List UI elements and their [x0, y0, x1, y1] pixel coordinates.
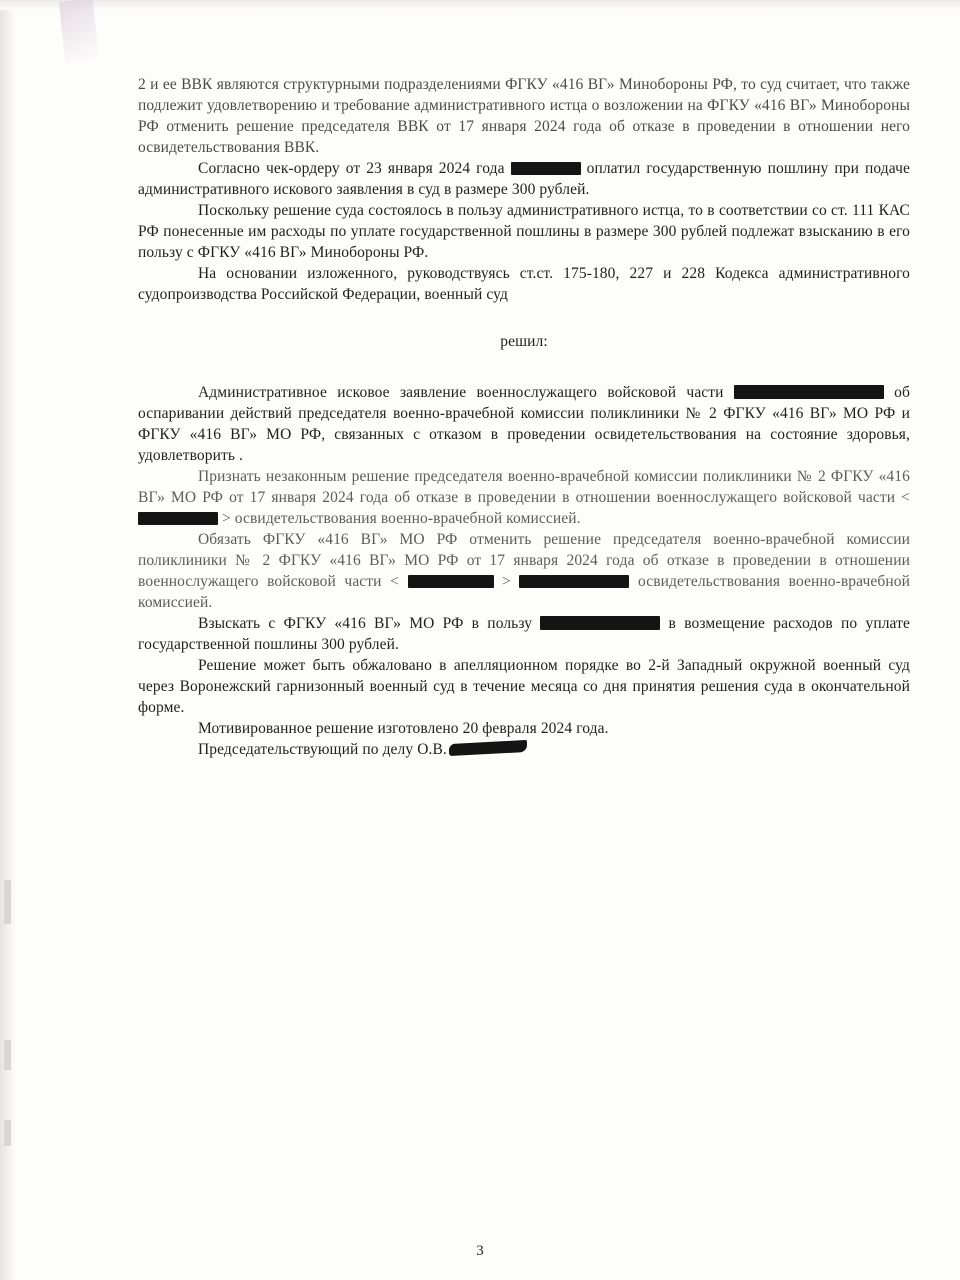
verdict-heading: решил: [500, 333, 548, 350]
paragraph-text: об оспаривании действий председателя военно-врачебной комиссии поликлиники № 2 ФГКУ «416 ВГ» МО РФ и ФГКУ «416 ВГ» МО РФ, связанных с отказом в проведении освидетельствования на состояние здоровья, удовлетворить . [138, 384, 910, 464]
redaction-bar [138, 512, 218, 525]
paragraph-fee-payment [138, 158, 910, 200]
paragraph-text: Мотивированное решение изготовлено 20 февраля 2024 года. [198, 720, 609, 737]
paragraph-text: Председательствующий по делу О.В. [198, 741, 447, 758]
page-number: 3 [476, 1243, 484, 1259]
redaction-bar [734, 385, 884, 399]
scan-edge-mark [4, 1040, 11, 1070]
paragraph-text: На основании изложенного, руководствуясь ст.ст. 175-180, 227 и 228 Кодекса административного судопроизводства Российской Федерации, военный суд [138, 265, 910, 303]
paragraph-text: Поскольку решение суда состоялось в пользу административного истца, то в соответствии со ст. 111 КАС РФ понесенные им расходы по уплате государственной пошлины в размере 300 рублей подлежат взысканию в его пользу с ФГКУ «416 ВГ» Минобороны РФ. [138, 202, 910, 261]
paragraph-legal-basis [138, 263, 910, 305]
paragraph-text: оплатил государственную пошлину при подаче административного искового заявления в суд в размере 300 рублей. [138, 160, 910, 198]
redaction-bar [540, 616, 660, 630]
paragraph-text: 2 и ее ВВК являются структурными подразделениями ФГКУ «416 ВГ» Минобороны РФ, то суд считает, что также подлежит удовлетворению и требование административного истца о возложении на ФГКУ «416 ВГ» Минобороны РФ отменить решение председателя ВВК от 17 января 2024 года об отказе в проведении в отношении него освидетельствования ВВК. [138, 76, 910, 156]
paragraph-text: Решение может быть обжаловано в апелляционном порядке во 2-й Западный окружной военный суд через Воронежский гарнизонный военный суд в течение месяца со дня принятия решения суда в окончательной форме. [138, 657, 910, 716]
scan-edge-artifact-top [0, 0, 960, 10]
scan-edge-artifact [0, 0, 16, 1280]
verdict-obligation [138, 529, 910, 613]
paragraph-costs [138, 200, 910, 263]
paragraph-text: в возмещение расходов по уплате государственной пошлины 300 рублей. [138, 615, 910, 653]
scan-edge-mark [4, 1120, 11, 1146]
redaction-bar [408, 575, 494, 588]
signature-redaction-bar [449, 740, 527, 756]
paragraph-text: Согласно чек-ордеру от 23 января 2024 года [198, 160, 511, 177]
paragraph-continuation [138, 74, 910, 158]
verdict-appeal-notice [138, 655, 910, 718]
verdict-reasoned-decision-date [138, 718, 910, 739]
document-body [138, 74, 910, 760]
scan-edge-mark [4, 880, 11, 924]
paragraph-text: > [493, 573, 520, 590]
paragraph-text: Признать незаконным решение председателя военно-врачебной комиссии поликлиники № 2 ФГКУ «416 ВГ» МО РФ от 17 января 2024 года об отказе в проведении в отношении военнослужащего войсковой части < [138, 468, 910, 506]
paragraph-text: Обязать ФГКУ «416 ВГ» МО РФ отменить решение председателя военно-врачебной комиссии поликлиники № 2 ФГКУ «416 ВГ» МО РФ от 17 января 2024 года об отказе в проведении в отношении военнослужащего войсковой части < [138, 531, 910, 590]
presiding-judge-line [138, 739, 910, 760]
paragraph-text: > освидетельствования военно-врачебной комиссией. [218, 510, 581, 527]
paragraph-text: Взыскать с ФГКУ «416 ВГ» МО РФ в пользу [198, 615, 541, 632]
redaction-bar [511, 162, 581, 175]
redaction-bar [519, 575, 629, 588]
verdict-recovery-of-fee [138, 613, 910, 655]
paragraph-text: Административное исковое заявление военнослужащего войсковой части [198, 384, 734, 401]
scan-smudge-artifact [59, 0, 99, 64]
verdict-claim-granted [138, 382, 910, 466]
paragraph-text: освидетельствования военно-врачебной комиссией. [138, 573, 910, 611]
verdict-decision-unlawful [138, 466, 910, 529]
